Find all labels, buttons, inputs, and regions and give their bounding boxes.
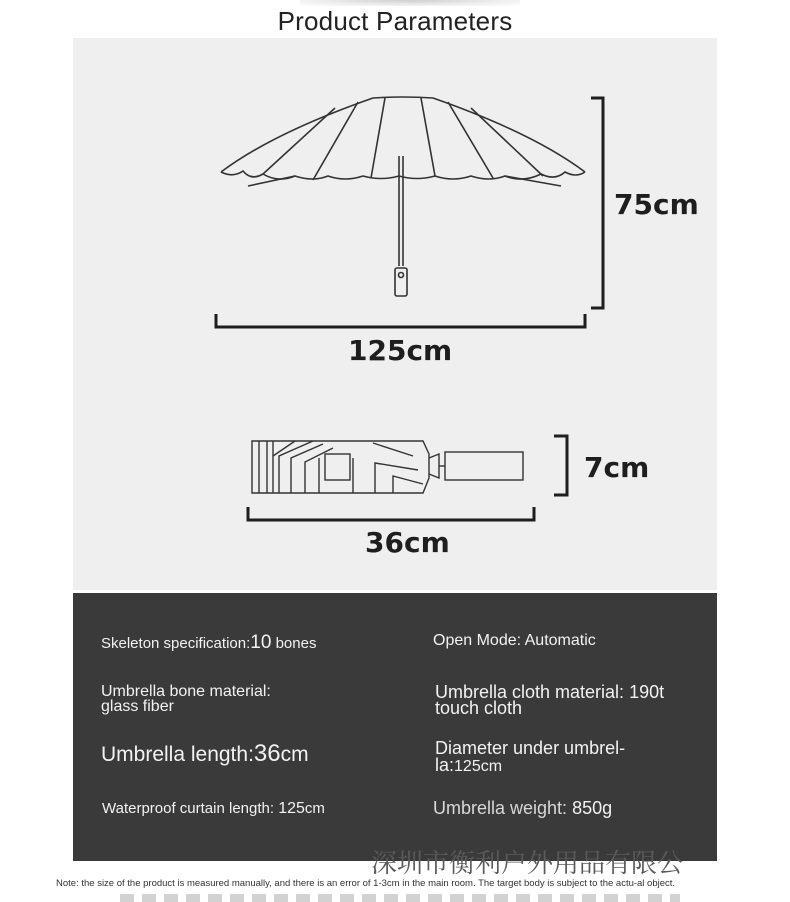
open-umbrella-illustration	[221, 97, 585, 296]
spec-diameter	[435, 740, 625, 775]
umbrella-dimension-figure	[73, 38, 717, 590]
spec-diameter-unit: cm	[480, 758, 503, 775]
spec-length-value: 36	[253, 740, 281, 767]
spec-skeleton-value: 10	[250, 632, 272, 653]
folded-height-bracket	[554, 436, 567, 495]
folded-umbrella-illustration	[252, 441, 523, 493]
open-width-bracket	[216, 314, 585, 327]
spec-cloth-material-line2: touch cloth	[435, 698, 523, 718]
spec-skeleton-label: Skeleton specification:	[101, 635, 251, 652]
spec-length-label: Umbrella length:	[101, 743, 254, 766]
spec-bone-material-line1: Umbrella bone material:	[101, 683, 271, 700]
spec-diameter-line1: Diameter under umbrel-	[435, 738, 626, 758]
bottom-edge-smudge	[120, 894, 680, 902]
spec-umbrella-weight	[433, 799, 612, 818]
folded-length-label: 36cm	[365, 526, 450, 559]
spec-diameter-label: la:	[435, 755, 455, 775]
spec-curtain-label: Waterproof curtain length:	[102, 800, 279, 817]
open-height-bracket	[591, 98, 603, 308]
specifications-panel	[73, 593, 717, 879]
spec-weight-value: 850g	[572, 798, 613, 818]
spec-diameter-value: 125	[454, 758, 481, 775]
umbrella-drawing	[73, 38, 717, 590]
spec-weight-label: Umbrella weight:	[433, 798, 573, 818]
folded-height-label: 7cm	[584, 451, 650, 484]
spec-length-unit: cm	[280, 743, 309, 766]
spec-waterproof-curtain	[102, 801, 325, 818]
spec-umbrella-length	[101, 741, 309, 766]
spec-cloth-material-line1: Umbrella cloth material: 190t	[435, 682, 665, 702]
spec-curtain-value: 125	[278, 800, 305, 817]
measurement-note: Note: the size of the product is measured manually, and there is an error of 1-3cm in the main room. The target body is subject to the actu-al object.	[56, 878, 676, 889]
spec-skeleton	[101, 633, 316, 653]
spec-open-mode-value: Automatic	[524, 632, 596, 649]
spec-open-mode	[433, 633, 596, 650]
page-title: Product Parameters	[277, 6, 513, 36]
spec-skeleton-unit: bones	[275, 635, 317, 652]
spec-bone-material-line2: glass fiber	[101, 698, 174, 715]
spec-diameter-line2	[435, 757, 625, 775]
spec-cloth-material	[435, 684, 664, 716]
spec-curtain-unit: cm	[304, 800, 325, 817]
open-height-label: 75cm	[614, 188, 699, 221]
spec-bone-material	[101, 684, 271, 714]
company-watermark: 深圳市衡利户外用品有限公	[371, 849, 684, 879]
folded-length-bracket	[248, 507, 534, 520]
open-width-label: 125cm	[348, 334, 453, 367]
spec-open-mode-label: Open Mode:	[433, 632, 525, 649]
